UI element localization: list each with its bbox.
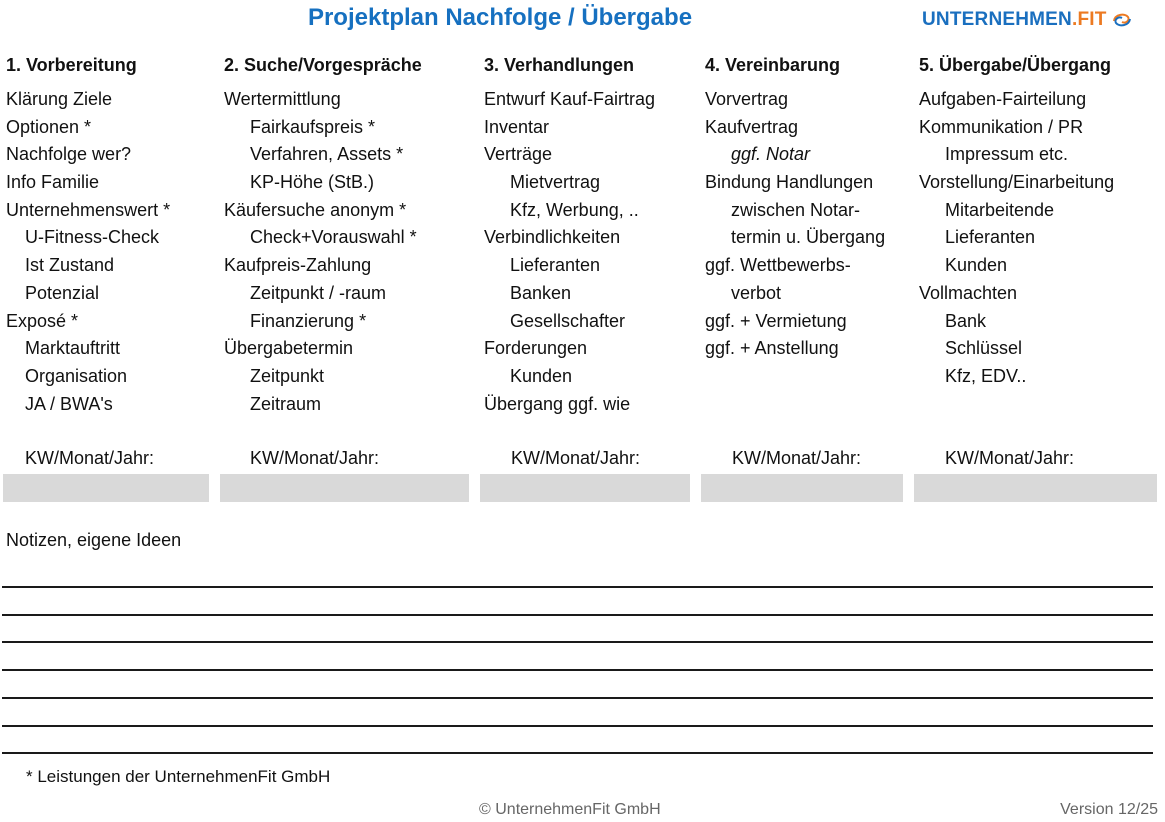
list-subitem: Lieferanten (945, 227, 1036, 248)
notes-line[interactable] (2, 697, 1153, 699)
list-subitem: Banken (510, 282, 572, 303)
list-item: ggf. + Vermietung (705, 310, 847, 331)
list-item: Verbindlichkeiten (484, 227, 621, 248)
copyright: © UnternehmenFit GmbH (479, 801, 661, 818)
list-subitem: termin u. Übergang (731, 227, 886, 248)
date-field-uebergabe[interactable] (914, 474, 1157, 502)
date-label: KW/Monat/Jahr: (25, 448, 155, 468)
phase-column-vorbereitung (6, 52, 170, 418)
list-item: Verträge (484, 144, 553, 165)
date-label: KW/Monat/Jahr: (250, 448, 380, 468)
notes-line[interactable] (2, 614, 1153, 616)
list-subitem: Fairkaufspreis * (250, 116, 376, 137)
logo-text-accent: .FIT (1071, 9, 1107, 30)
date-field-vorbereitung[interactable] (3, 474, 209, 502)
list-item: Übergang ggf. wie (484, 393, 631, 414)
date-label: KW/Monat/Jahr: (732, 448, 862, 468)
list-subitem: Verfahren, Assets * (250, 144, 404, 165)
list-item: Vollmachten (919, 282, 1018, 303)
list-item: Unternehmenswert * (6, 199, 171, 220)
list-subitem: Finanzierung * (250, 310, 367, 331)
footnote: * Leistungen der UnternehmenFit GmbH (26, 767, 331, 786)
list-subitem: verbot (731, 282, 782, 303)
list-subitem: Gesellschafter (510, 310, 626, 331)
phase-heading: 1. Vorbereitung (6, 55, 137, 75)
phase-column-vereinbarung (705, 52, 885, 363)
date-label: KW/Monat/Jahr: (511, 448, 641, 468)
list-item: ggf. Wettbewerbs- (705, 255, 851, 276)
list-item: Entwurf Kauf-Fairtrag (484, 89, 656, 109)
notes-line[interactable] (2, 725, 1153, 727)
list-subitem: Potenzial (25, 282, 100, 303)
list-item: Bindung Handlungen (705, 172, 874, 193)
list-item: Vorstellung/Einarbeitung (919, 172, 1115, 193)
list-item: ggf. + Anstellung (705, 338, 839, 359)
phase-column-suche (224, 52, 422, 418)
list-item: Wertermittlung (224, 89, 341, 109)
list-item: Übergabetermin (224, 338, 354, 359)
notes-label: Notizen, eigene Ideen (6, 530, 182, 550)
list-item: Info Familie (6, 172, 100, 193)
list-item: Exposé * (6, 310, 79, 331)
list-item: Käufersuche anonym * (224, 199, 407, 220)
phase-heading: 4. Vereinbarung (705, 55, 841, 75)
list-subitem: U-Fitness-Check (25, 227, 160, 248)
list-subitem: Kunden (945, 255, 1008, 276)
swirl-logo-icon (1111, 11, 1133, 29)
list-subitem: Kfz, EDV.. (945, 365, 1027, 386)
list-subitem: Zeitpunkt / -raum (250, 282, 387, 303)
list-subitem: Mitarbeitende (945, 199, 1055, 220)
notes-line[interactable] (2, 752, 1153, 754)
phase-heading: 5. Übergabe/Übergang (919, 55, 1112, 75)
list-item: Kaufpreis-Zahlung (224, 255, 372, 276)
brand-logo (922, 8, 1133, 32)
list-subitem: Organisation (25, 365, 128, 386)
list-subitem: KP-Höhe (StB.) (250, 172, 375, 193)
list-item: Forderungen (484, 338, 588, 359)
date-field-suche[interactable] (220, 474, 469, 502)
logo-text-primary: UNTERNEHMEN (922, 9, 1072, 30)
list-subitem: Kunden (510, 365, 573, 386)
list-subitem: Ist Zustand (25, 255, 115, 276)
list-subitem: zwischen Notar- (731, 199, 861, 220)
list-item: Kaufvertrag (705, 116, 799, 137)
list-subitem: Schlüssel (945, 338, 1023, 359)
list-subitem: Bank (945, 310, 987, 331)
list-item: Kommunikation / PR (919, 116, 1084, 137)
phase-heading: 2. Suche/Vorgespräche (224, 55, 422, 75)
list-subitem: Mietvertrag (510, 172, 601, 193)
list-item: Nachfolge wer? (6, 144, 132, 165)
date-field-vereinbarung[interactable] (701, 474, 903, 502)
notes-line[interactable] (2, 641, 1153, 643)
list-item: Klärung Ziele (6, 89, 113, 109)
list-subitem: Lieferanten (510, 255, 601, 276)
date-field-verhandlungen[interactable] (480, 474, 690, 502)
list-subitem: Marktauftritt (25, 338, 121, 359)
list-item: Optionen * (6, 116, 92, 137)
phase-heading: 3. Verhandlungen (484, 55, 635, 75)
list-item: Inventar (484, 116, 550, 137)
notes-line[interactable] (2, 586, 1153, 588)
notes-line[interactable] (2, 669, 1153, 671)
date-label: KW/Monat/Jahr: (945, 448, 1075, 468)
list-subitem: Zeitpunkt (250, 365, 325, 386)
list-subitem: Zeitraum (250, 393, 322, 414)
page-title: Projektplan Nachfolge / Übergabe (307, 4, 693, 31)
list-item: Vorvertrag (705, 89, 789, 109)
list-subitem: JA / BWA's (25, 393, 113, 414)
list-subitem: Impressum etc. (945, 144, 1069, 165)
phase-column-uebergabe (919, 52, 1114, 391)
version-label: Version 12/25 (1060, 801, 1158, 818)
list-subitem: Check+Vorauswahl * (250, 227, 417, 248)
phase-column-verhandlungen (484, 52, 655, 418)
list-item: Aufgaben-Fairteilung (919, 89, 1087, 109)
list-subitem: ggf. Notar (731, 144, 811, 165)
list-subitem: Kfz, Werbung, .. (510, 199, 639, 220)
